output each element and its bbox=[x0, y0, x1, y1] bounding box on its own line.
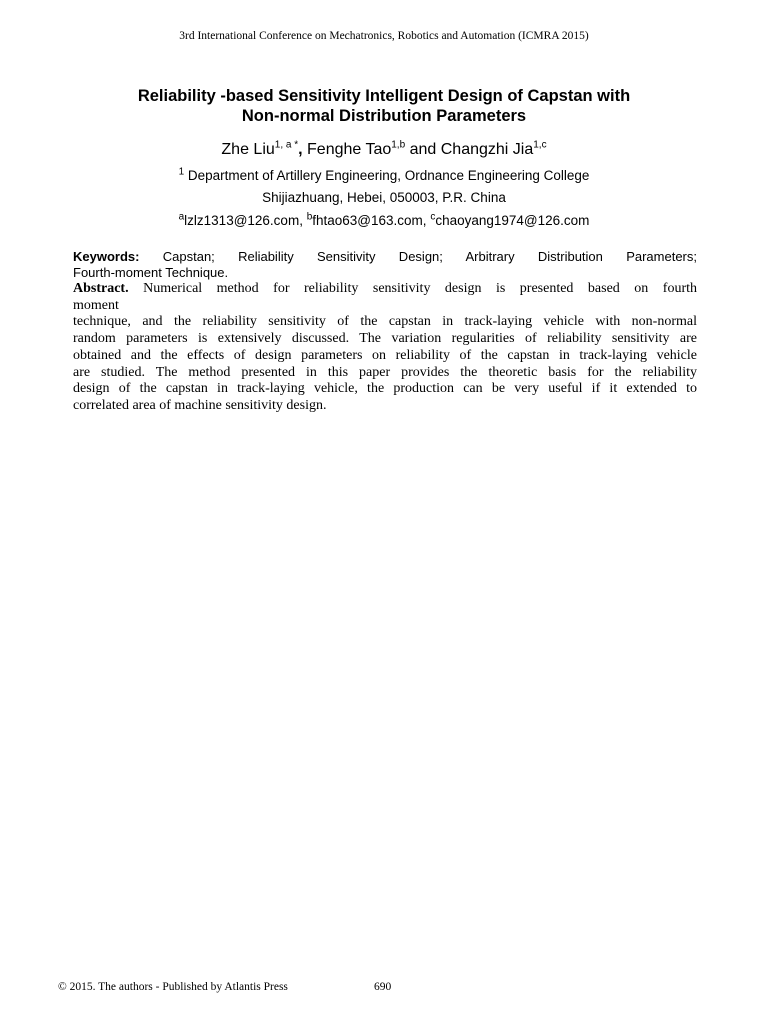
keywords-line-2: Fourth-moment Technique. bbox=[73, 264, 229, 280]
email-address: lzlz1313@126.com bbox=[184, 213, 300, 228]
page-number: 690 bbox=[374, 981, 392, 993]
email-mark: c bbox=[430, 211, 436, 223]
conference-header: 3rd International Conference on Mechatronics, Robotics and Automation (ICMRA 2015) bbox=[179, 30, 589, 42]
email-separator: , bbox=[422, 213, 431, 228]
email-mark: b bbox=[306, 211, 313, 223]
author-emails bbox=[0, 211, 768, 231]
email-address: chaoyang1974@126.com bbox=[435, 213, 590, 228]
abstract-line: are studied. The method presented in this paper provides the theoretic basis for the reliability bbox=[73, 364, 697, 380]
abstract-text: Numerical method for reliability sensitivity design is presented based on fourth bbox=[128, 281, 697, 296]
affiliation-line-2: Shijiazhuang, Hebei, 050003, P.R. China bbox=[262, 190, 506, 205]
email-separator: , bbox=[299, 213, 307, 228]
abstract-line: moment bbox=[73, 297, 119, 313]
abstract-section bbox=[73, 281, 697, 415]
author-name: Zhe Liu bbox=[221, 141, 275, 158]
abstract-line: technique, and the reliability sensitivity of the capstan in track-laying vehicle with non-normal bbox=[73, 314, 697, 330]
author-affiliation-mark: 1,c bbox=[533, 139, 547, 151]
abstract-line: design of the capstan in track-laying vehicle, the production can be very useful if it extended to bbox=[73, 381, 697, 397]
author-name: Changzhi Jia bbox=[440, 141, 534, 158]
paper-title-line-2: Non-normal Distribution Parameters bbox=[241, 107, 527, 125]
author-list bbox=[0, 138, 768, 162]
footer-copyright: © 2015. The authors - Published by Atlantis Press bbox=[58, 981, 288, 993]
paper-title bbox=[60, 86, 708, 126]
abstract-label: Abstract. bbox=[73, 281, 129, 296]
author-separator: and bbox=[405, 141, 441, 158]
email-address: fhtao63@163.com bbox=[312, 213, 423, 228]
abstract-line bbox=[73, 281, 697, 298]
keywords-line-1 bbox=[73, 249, 697, 265]
abstract-line: random parameters is extensively discussed. The variation regularities of reliability sensitivity are bbox=[73, 331, 697, 347]
author-affiliation-mark: 1,b bbox=[391, 139, 406, 151]
email-mark: a bbox=[178, 211, 185, 223]
author-separator: , bbox=[298, 141, 308, 158]
affiliation-mark: 1 bbox=[178, 166, 185, 178]
keywords-section bbox=[73, 249, 697, 280]
abstract-line: correlated area of machine sensitivity design. bbox=[73, 397, 327, 413]
keywords-label: Keywords: bbox=[73, 249, 140, 264]
paper-title-line-1: Reliability -based Sensitivity Intelligent Design of Capstan with bbox=[137, 87, 631, 105]
author-affiliation-mark: 1, a * bbox=[274, 139, 299, 151]
author-name: Fenghe Tao bbox=[307, 141, 392, 158]
abstract-line: obtained and the effects of design parameters on reliability of the capstan in track-laying vehicle bbox=[73, 347, 697, 363]
keywords-text-1: Capstan; Reliability Sensitivity Design; Arbitrary Distribution Parameters; bbox=[139, 249, 697, 264]
affiliation-department: Department of Artillery Engineering, Ordnance Engineering College bbox=[184, 168, 590, 183]
affiliation-line-1 bbox=[0, 166, 768, 186]
